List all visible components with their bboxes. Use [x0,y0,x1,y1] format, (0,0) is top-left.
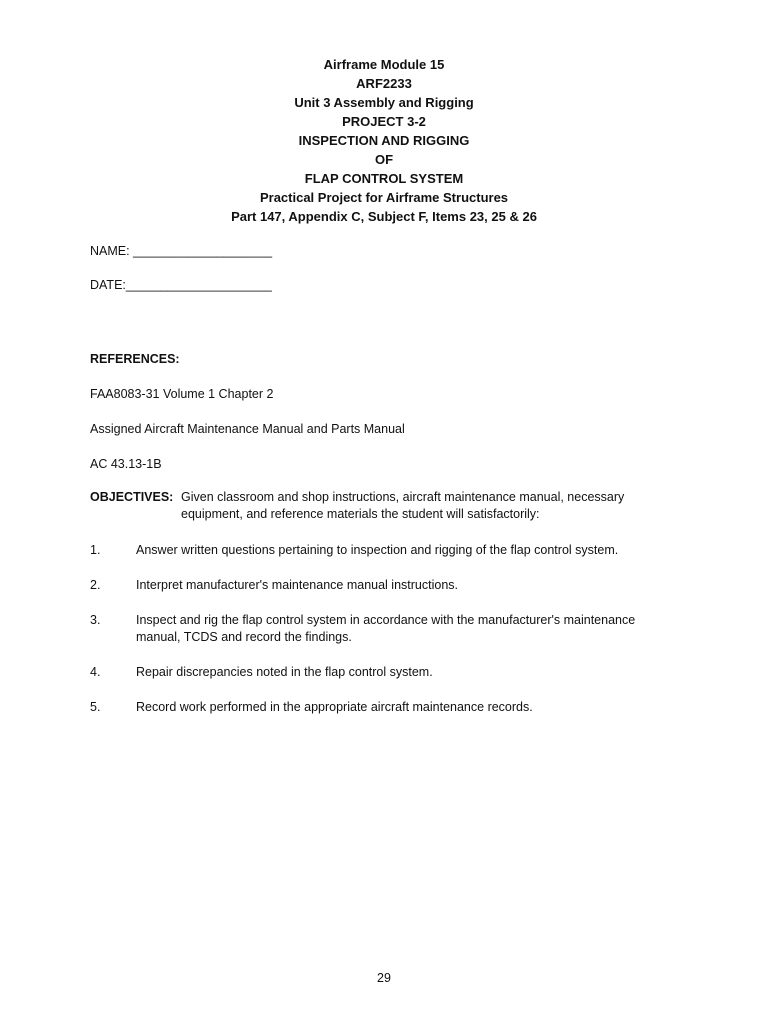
project-title-line-1: INSPECTION AND RIGGING [298,133,470,148]
project-title-line-2: OF [374,152,394,167]
objective-text: Interpret manufacturer's maintenance manual instructions. [136,578,458,592]
project-title-line-3: FLAP CONTROL SYSTEM [304,171,464,186]
objective-text: Record work performed in the appropriate aircraft maintenance records. [136,700,533,714]
objectives-intro: Given classroom and shop instructions, aircraft maintenance manual, necessary equipment, and reference materials the student will satisfactorily: [181,490,625,521]
page-number: 29 [377,971,391,985]
name-field: NAME: ____________________ [90,244,273,258]
objective-number: 5. [90,700,101,714]
document-header [0,55,768,226]
project-number: PROJECT 3-2 [342,114,426,129]
objective-text: Answer written questions pertaining to inspection and rigging of the flap control system. [136,543,619,557]
objective-text: Repair discrepancies noted in the flap control system. [136,665,433,679]
objective-number: 4. [90,665,101,679]
regulation-reference: Part 147, Appendix C, Subject F, Items 23, 25 & 26 [231,209,537,224]
reference-item: Assigned Aircraft Maintenance Manual and Parts Manual [90,422,405,436]
objective-number: 3. [90,613,101,627]
reference-item: AC 43.13-1B [90,457,162,471]
objective-text: Inspect and rig the flap control system in accordance with the manufacturer's maintenance manual, TCDS and record the findings. [136,613,636,644]
project-subtitle: Practical Project for Airframe Structures [259,190,509,205]
date-field: DATE:_____________________ [90,278,272,292]
course-code: ARF2233 [356,76,412,91]
reference-item: FAA8083-31 Volume 1 Chapter 2 [90,387,274,401]
objective-number: 1. [90,543,101,557]
module-title: Airframe Module 15 [323,57,445,72]
objectives-label: OBJECTIVES: [90,490,174,504]
references-heading: REFERENCES: [90,352,180,366]
unit-title: Unit 3 Assembly and Rigging [294,95,474,110]
objective-number: 2. [90,578,101,592]
